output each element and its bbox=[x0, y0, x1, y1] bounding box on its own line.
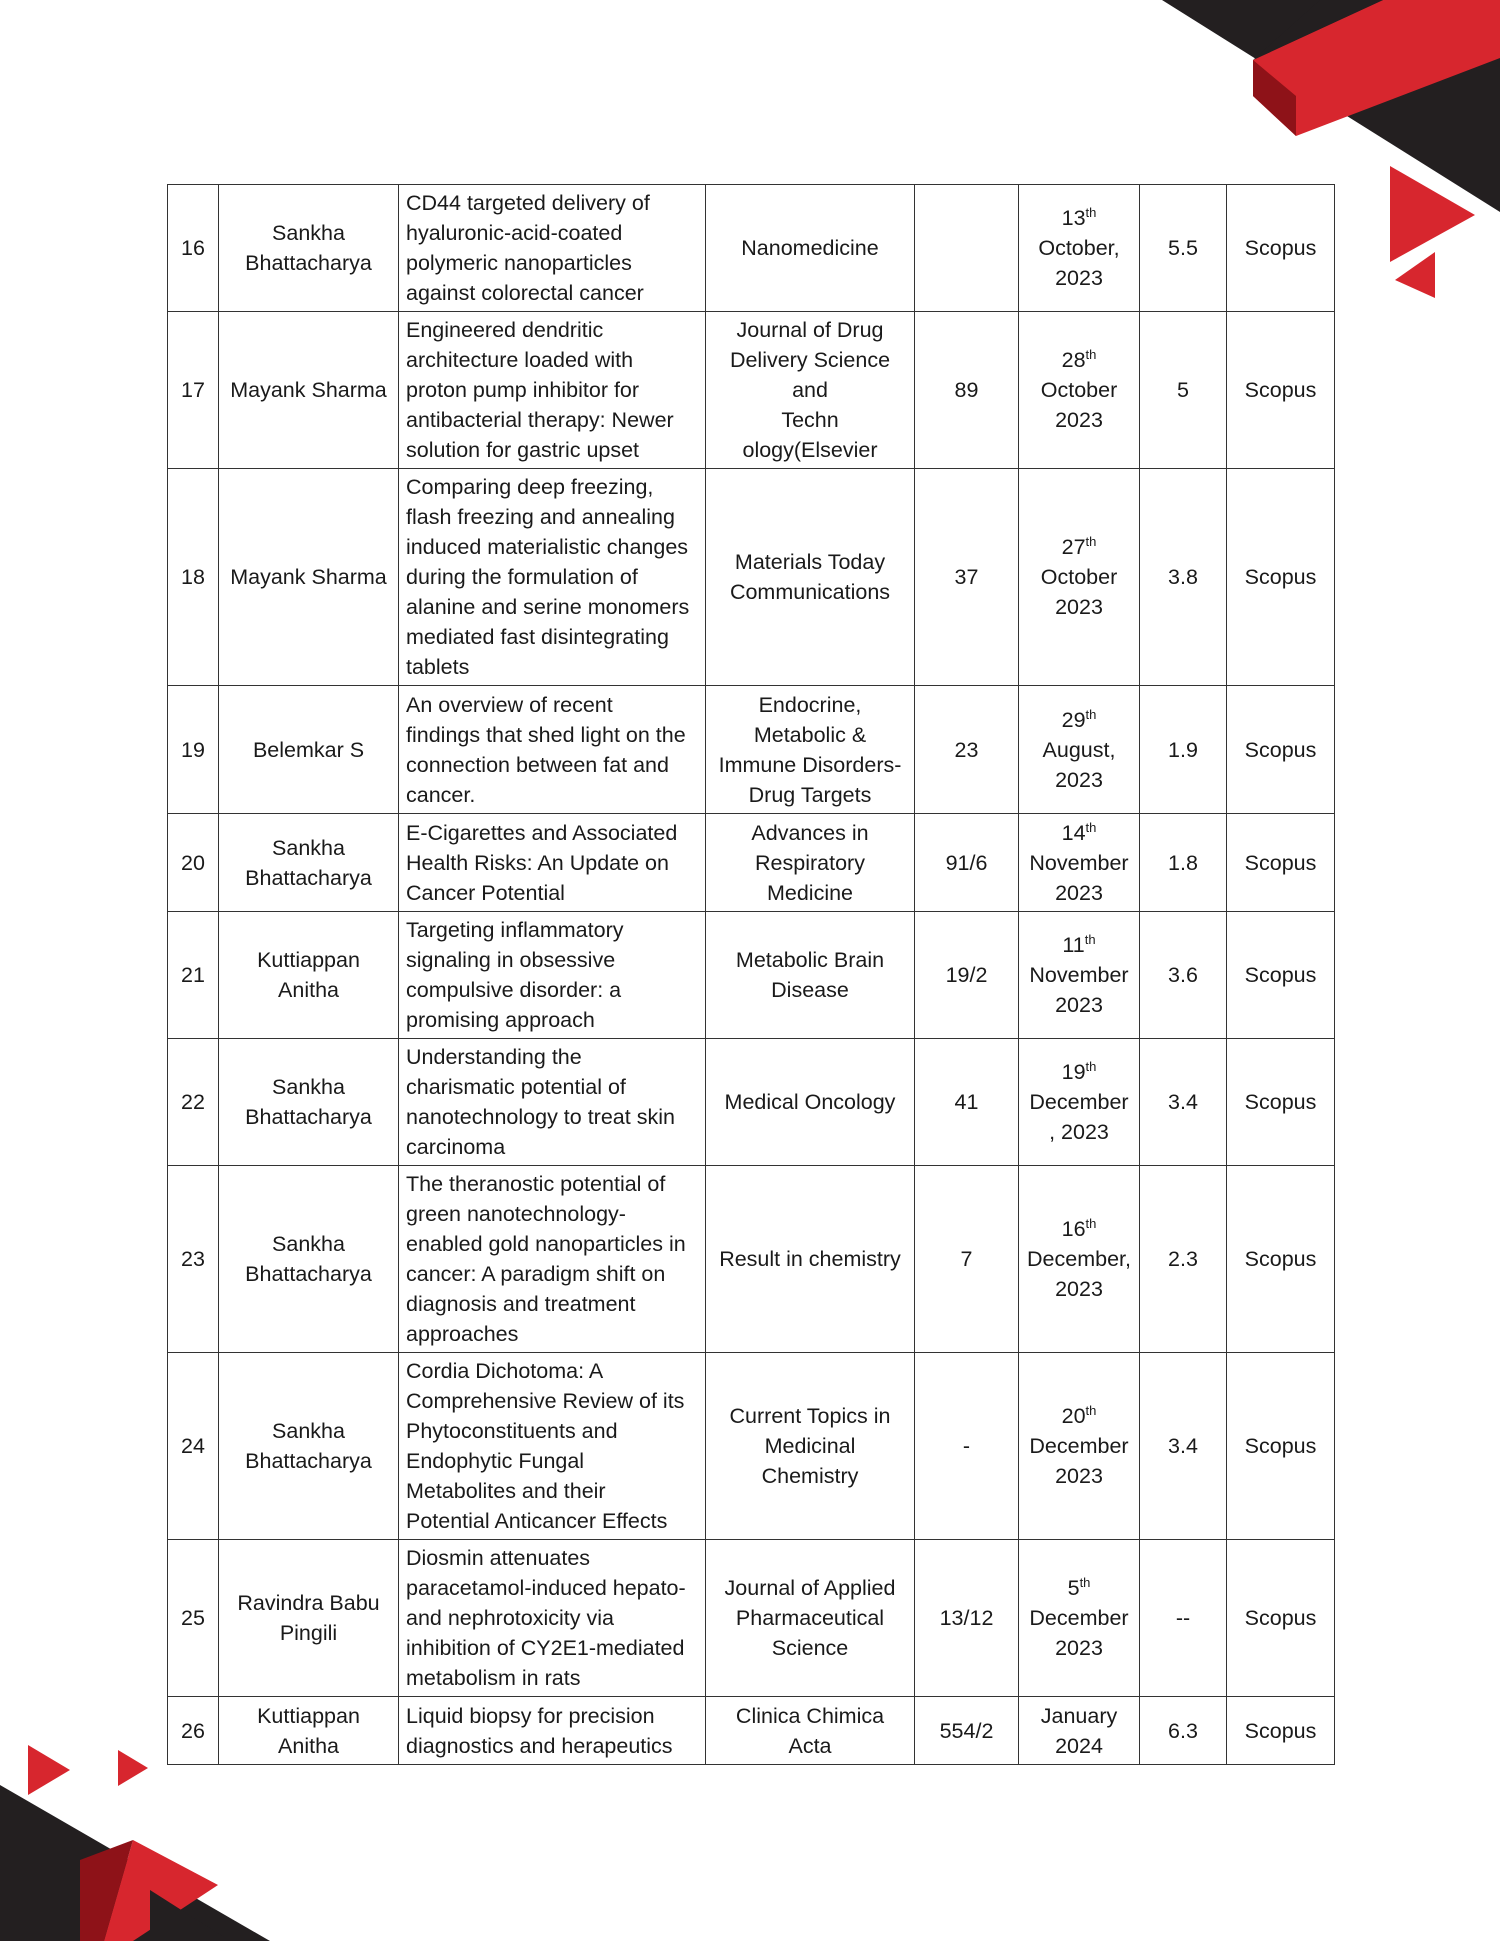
date-month-year: November 2023 bbox=[1029, 850, 1129, 905]
publication-date-cell bbox=[1019, 686, 1140, 814]
journal-cell bbox=[706, 686, 915, 814]
date-month-year: November 2023 bbox=[1029, 963, 1129, 1017]
impact-factor-cell bbox=[1140, 312, 1227, 469]
indexing-cell-text: Scopus bbox=[1244, 1090, 1317, 1114]
author-cell-text: Ravindra Babu Pingili bbox=[237, 1591, 380, 1645]
date-month-year: December , 2023 bbox=[1029, 1090, 1129, 1144]
paper-title-cell-text: Engineered dendritic architecture loaded with proton pump inhibitor for antibacterial therapy: Newer solution for gastric upset bbox=[406, 318, 674, 462]
indexing-cell bbox=[1227, 1353, 1335, 1540]
volume-cell-text: - bbox=[962, 1434, 971, 1458]
journal-cell bbox=[706, 1039, 915, 1166]
paper-title-cell-text: Cordia Dichotoma: A Comprehensive Review of its Phytoconstituents and Endophytic Fungal Metabolites and their Potential Anticancer Effects bbox=[406, 1359, 685, 1533]
volume-cell bbox=[915, 469, 1019, 686]
author-cell bbox=[219, 185, 399, 312]
date-day: 13 bbox=[1061, 206, 1086, 230]
publication-date-cell bbox=[1019, 814, 1140, 912]
paper-title-cell-text: E-Cigarettes and Associated Health Risks: An Update on Cancer Potential bbox=[406, 820, 678, 905]
indexing-cell bbox=[1227, 469, 1335, 686]
paper-title-cell bbox=[399, 469, 706, 686]
paper-title-cell bbox=[399, 686, 706, 814]
author-cell-text: Sankha Bhattacharya bbox=[245, 1075, 372, 1129]
serial-number-cell bbox=[168, 686, 219, 814]
publication-date-text bbox=[1038, 206, 1119, 290]
paper-title-cell-text: Diosmin attenuates paracetamol-induced hepato- and nephrotoxicity via inhibition of CY2E1-mediated metabolism in rats bbox=[406, 1546, 686, 1690]
impact-factor-cell-text: -- bbox=[1175, 1606, 1191, 1630]
publications-table-body bbox=[168, 185, 1335, 1765]
impact-factor-cell bbox=[1140, 814, 1227, 912]
volume-cell bbox=[915, 686, 1019, 814]
table-row bbox=[168, 814, 1335, 912]
serial-number-cell bbox=[168, 814, 219, 912]
serial-number-cell bbox=[168, 1166, 219, 1353]
journal-cell-text: Result in chemistry bbox=[719, 1247, 901, 1271]
author-cell bbox=[219, 1697, 399, 1765]
impact-factor-cell-text: 6.3 bbox=[1168, 1718, 1198, 1743]
date-ordinal-suffix: th bbox=[1085, 533, 1097, 549]
author-cell bbox=[219, 1166, 399, 1353]
author-cell-text: Sankha Bhattacharya bbox=[245, 835, 372, 890]
paper-title-cell-text: The theranostic potential of green nanotechnology- enabled gold nanoparticles in cancer: A paradigm shift on diagnosis and treatment approaches bbox=[406, 1172, 686, 1346]
serial-number-cell-text: 19 bbox=[181, 737, 205, 762]
serial-number-cell-text: 21 bbox=[181, 963, 205, 987]
journal-cell-text: Current Topics in Medicinal Chemistry bbox=[729, 1404, 891, 1488]
author-cell bbox=[219, 1353, 399, 1540]
impact-factor-cell bbox=[1140, 1166, 1227, 1353]
author-cell bbox=[219, 1039, 399, 1166]
volume-cell bbox=[915, 912, 1019, 1039]
journal-cell-text: Endocrine, Metabolic & Immune Disorders- Drug Targets bbox=[718, 692, 902, 807]
indexing-cell bbox=[1227, 912, 1335, 1039]
volume-cell bbox=[915, 1697, 1019, 1765]
date-month-year: August, 2023 bbox=[1042, 737, 1116, 792]
indexing-cell-text: Scopus bbox=[1244, 850, 1317, 875]
paper-title-cell-text: Liquid biopsy for precision diagnostics and herapeutics bbox=[406, 1703, 673, 1758]
author-cell-text: Kuttiappan Anitha bbox=[257, 1703, 360, 1758]
volume-cell bbox=[915, 1353, 1019, 1540]
date-day: 16 bbox=[1061, 1217, 1086, 1241]
date-day: 5 bbox=[1067, 1576, 1080, 1600]
publication-date-text bbox=[1029, 1576, 1128, 1660]
indexing-cell bbox=[1227, 686, 1335, 814]
volume-cell bbox=[915, 1039, 1019, 1166]
journal-cell bbox=[706, 469, 915, 686]
serial-number-cell-text: 20 bbox=[181, 850, 205, 875]
paper-title-cell-text: An overview of recent findings that shed light on the connection between fat and cancer. bbox=[406, 692, 686, 807]
journal-cell bbox=[706, 1697, 915, 1765]
journal-cell-text: Nanomedicine bbox=[741, 236, 879, 260]
serial-number-cell bbox=[168, 185, 219, 312]
paper-title-cell-text: Understanding the charismatic potential of nanotechnology to treat skin carcinoma bbox=[406, 1045, 675, 1159]
paper-title-cell-text: Targeting inflammatory signaling in obsessive compulsive disorder: a promising approach bbox=[406, 918, 624, 1032]
serial-number-cell-text: 22 bbox=[181, 1090, 205, 1114]
indexing-cell-text: Scopus bbox=[1244, 236, 1317, 260]
indexing-cell bbox=[1227, 1540, 1335, 1697]
volume-cell bbox=[915, 1540, 1019, 1697]
paper-title-cell bbox=[399, 814, 706, 912]
date-day: 28 bbox=[1061, 348, 1086, 372]
date-month-year: October 2023 bbox=[1040, 565, 1118, 619]
publications-table bbox=[167, 184, 1335, 1765]
serial-number-cell-text: 24 bbox=[181, 1434, 205, 1458]
publication-date-text bbox=[1043, 708, 1116, 792]
date-day: 19 bbox=[1061, 1060, 1086, 1084]
volume-cell bbox=[915, 185, 1019, 312]
indexing-cell-text: Scopus bbox=[1244, 1606, 1317, 1630]
serial-number-cell-text: 25 bbox=[181, 1606, 205, 1630]
paper-title-cell bbox=[399, 912, 706, 1039]
date-day: 14 bbox=[1061, 820, 1086, 845]
paper-title-cell bbox=[399, 1540, 706, 1697]
journal-cell-text: Medical Oncology bbox=[724, 1090, 896, 1114]
serial-number-cell bbox=[168, 469, 219, 686]
publication-date-cell bbox=[1019, 1697, 1140, 1765]
publication-date-text bbox=[1027, 1217, 1131, 1301]
author-cell-text: Belemkar S bbox=[252, 737, 365, 762]
serial-number-cell bbox=[168, 1353, 219, 1540]
date-ordinal-suffix: th bbox=[1085, 819, 1097, 835]
indexing-cell-text: Scopus bbox=[1244, 565, 1317, 589]
author-cell bbox=[219, 469, 399, 686]
date-month-year: December 2023 bbox=[1029, 1434, 1129, 1488]
journal-cell-text: Materials Today Communications bbox=[729, 550, 891, 604]
paper-title-cell bbox=[399, 1697, 706, 1765]
publication-date-text bbox=[1029, 1404, 1128, 1488]
paper-title-cell bbox=[399, 1039, 706, 1166]
impact-factor-cell bbox=[1140, 1353, 1227, 1540]
date-ordinal-suffix: th bbox=[1085, 1402, 1097, 1418]
volume-cell-text: 23 bbox=[954, 737, 979, 762]
serial-number-cell bbox=[168, 912, 219, 1039]
table-row bbox=[168, 312, 1335, 469]
author-cell-text: Sankha Bhattacharya bbox=[245, 1419, 372, 1473]
serial-number-cell-text: 17 bbox=[181, 378, 205, 402]
date-day: 29 bbox=[1061, 707, 1086, 732]
paper-title-cell bbox=[399, 312, 706, 469]
impact-factor-cell-text: 2.3 bbox=[1168, 1247, 1198, 1271]
volume-cell bbox=[915, 312, 1019, 469]
impact-factor-cell bbox=[1140, 686, 1227, 814]
author-cell-text: Mayank Sharma bbox=[230, 565, 387, 589]
paper-title-cell bbox=[399, 185, 706, 312]
journal-cell-text: Clinica Chimica Acta bbox=[735, 1703, 885, 1758]
publication-date-cell bbox=[1019, 469, 1140, 686]
date-month-year: December, 2023 bbox=[1027, 1247, 1131, 1301]
date-ordinal-suffix: th bbox=[1085, 346, 1097, 362]
impact-factor-cell-text: 1.9 bbox=[1168, 737, 1198, 762]
table-row bbox=[168, 912, 1335, 1039]
journal-cell-text: Advances in Respiratory Medicine bbox=[751, 820, 869, 905]
publication-date-text bbox=[1041, 348, 1117, 432]
serial-number-cell-text: 16 bbox=[181, 236, 205, 260]
indexing-cell-text: Scopus bbox=[1244, 1247, 1317, 1271]
indexing-cell bbox=[1227, 312, 1335, 469]
volume-cell-text: 554/2 bbox=[939, 1718, 994, 1743]
impact-factor-cell bbox=[1140, 912, 1227, 1039]
author-cell bbox=[219, 1540, 399, 1697]
impact-factor-cell bbox=[1140, 185, 1227, 312]
table-row bbox=[168, 1697, 1335, 1765]
impact-factor-cell-text: 5 bbox=[1177, 378, 1189, 402]
date-day: 20 bbox=[1061, 1404, 1086, 1428]
publication-date-text bbox=[1029, 1060, 1128, 1144]
author-cell-text: Kuttiappan Anitha bbox=[257, 948, 360, 1002]
publication-date-cell bbox=[1019, 1353, 1140, 1540]
impact-factor-cell-text: 3.4 bbox=[1168, 1090, 1198, 1114]
serial-number-cell-text: 23 bbox=[181, 1247, 205, 1271]
date-month-year: December 2023 bbox=[1029, 1606, 1129, 1660]
impact-factor-cell-text: 1.8 bbox=[1168, 850, 1198, 875]
table-row bbox=[168, 1039, 1335, 1166]
date-ordinal-suffix: th bbox=[1085, 706, 1097, 722]
volume-cell bbox=[915, 814, 1019, 912]
impact-factor-cell bbox=[1140, 1540, 1227, 1697]
publication-date-text bbox=[1029, 821, 1128, 905]
impact-factor-cell-text: 3.8 bbox=[1168, 565, 1198, 589]
paper-title-cell bbox=[399, 1166, 706, 1353]
author-cell bbox=[219, 912, 399, 1039]
volume-cell bbox=[915, 1166, 1019, 1353]
journal-cell bbox=[706, 185, 915, 312]
indexing-cell-text: Scopus bbox=[1244, 1434, 1317, 1458]
journal-cell-text: Metabolic Brain Disease bbox=[735, 948, 885, 1002]
publication-date-cell bbox=[1019, 1166, 1140, 1353]
impact-factor-cell bbox=[1140, 1697, 1227, 1765]
volume-cell-text: 37 bbox=[954, 565, 979, 589]
publication-date-cell bbox=[1019, 912, 1140, 1039]
author-cell-text: Sankha Bhattacharya bbox=[245, 1232, 372, 1286]
journal-cell-text: Journal of Applied Pharmaceutical Science bbox=[724, 1576, 896, 1660]
table-row bbox=[168, 469, 1335, 686]
date-ordinal-suffix: th bbox=[1084, 931, 1096, 947]
date-month-year: January 2024 bbox=[1040, 1703, 1118, 1758]
paper-title-cell bbox=[399, 1353, 706, 1540]
table-row bbox=[168, 686, 1335, 814]
indexing-cell bbox=[1227, 1166, 1335, 1353]
author-cell bbox=[219, 814, 399, 912]
indexing-cell bbox=[1227, 185, 1335, 312]
serial-number-cell bbox=[168, 1697, 219, 1765]
volume-cell-text: 7 bbox=[960, 1247, 973, 1271]
publication-date-cell bbox=[1019, 1540, 1140, 1697]
indexing-cell bbox=[1227, 814, 1335, 912]
indexing-cell bbox=[1227, 1039, 1335, 1166]
impact-factor-cell-text: 3.4 bbox=[1168, 1434, 1198, 1458]
serial-number-cell-text: 26 bbox=[181, 1718, 205, 1743]
date-day: 11 bbox=[1062, 933, 1085, 957]
indexing-cell bbox=[1227, 1697, 1335, 1765]
journal-cell bbox=[706, 814, 915, 912]
author-cell bbox=[219, 686, 399, 814]
serial-number-cell bbox=[168, 1540, 219, 1697]
date-ordinal-suffix: th bbox=[1085, 204, 1097, 220]
publication-date-cell bbox=[1019, 312, 1140, 469]
volume-cell-text: 89 bbox=[954, 378, 979, 402]
indexing-cell-text: Scopus bbox=[1244, 378, 1317, 402]
date-ordinal-suffix: th bbox=[1085, 1215, 1097, 1231]
impact-factor-cell-text: 5.5 bbox=[1168, 236, 1198, 260]
date-ordinal-suffix: th bbox=[1079, 1574, 1091, 1590]
date-day: 27 bbox=[1061, 535, 1086, 559]
publication-date-text bbox=[1029, 933, 1128, 1017]
table-row bbox=[168, 1166, 1335, 1353]
impact-factor-cell-text: 3.6 bbox=[1168, 963, 1198, 987]
date-month-year: October 2023 bbox=[1040, 378, 1118, 432]
indexing-cell-text: Scopus bbox=[1244, 963, 1317, 987]
journal-cell bbox=[706, 1166, 915, 1353]
volume-cell-text: 13/12 bbox=[939, 1606, 994, 1630]
serial-number-cell-text: 18 bbox=[181, 565, 205, 589]
paper-title-cell-text: CD44 targeted delivery of hyaluronic-acid-coated polymeric nanoparticles against colorectal cancer bbox=[406, 191, 650, 305]
indexing-cell-text: Scopus bbox=[1244, 1718, 1317, 1743]
author-cell-text: Mayank Sharma bbox=[230, 378, 387, 402]
journal-cell bbox=[706, 912, 915, 1039]
author-cell bbox=[219, 312, 399, 469]
date-ordinal-suffix: th bbox=[1085, 1058, 1097, 1074]
publication-date-cell bbox=[1019, 1039, 1140, 1166]
date-month-year: October, 2023 bbox=[1038, 236, 1120, 290]
publication-date-text bbox=[1041, 535, 1117, 619]
author-cell-text: Sankha Bhattacharya bbox=[245, 221, 372, 275]
volume-cell-text: 19/2 bbox=[945, 963, 988, 987]
table-row bbox=[168, 1540, 1335, 1697]
journal-cell-text: Journal of Drug Delivery Science and Techn ology(Elsevier bbox=[729, 318, 891, 462]
impact-factor-cell bbox=[1140, 1039, 1227, 1166]
publication-date-text bbox=[1041, 1704, 1118, 1758]
table-row bbox=[168, 1353, 1335, 1540]
journal-cell bbox=[706, 1353, 915, 1540]
table-row bbox=[168, 185, 1335, 312]
paper-title-cell-text: Comparing deep freezing, flash freezing and annealing induced materialistic changes during the formulation of alanine and serine monomers mediated fast disintegrating tablets bbox=[406, 475, 690, 679]
serial-number-cell bbox=[168, 1039, 219, 1166]
impact-factor-cell bbox=[1140, 469, 1227, 686]
indexing-cell-text: Scopus bbox=[1244, 737, 1317, 762]
journal-cell bbox=[706, 312, 915, 469]
volume-cell-text: 91/6 bbox=[945, 850, 988, 875]
journal-cell bbox=[706, 1540, 915, 1697]
serial-number-cell bbox=[168, 312, 219, 469]
volume-cell-text: 41 bbox=[954, 1090, 979, 1114]
publication-date-cell bbox=[1019, 185, 1140, 312]
